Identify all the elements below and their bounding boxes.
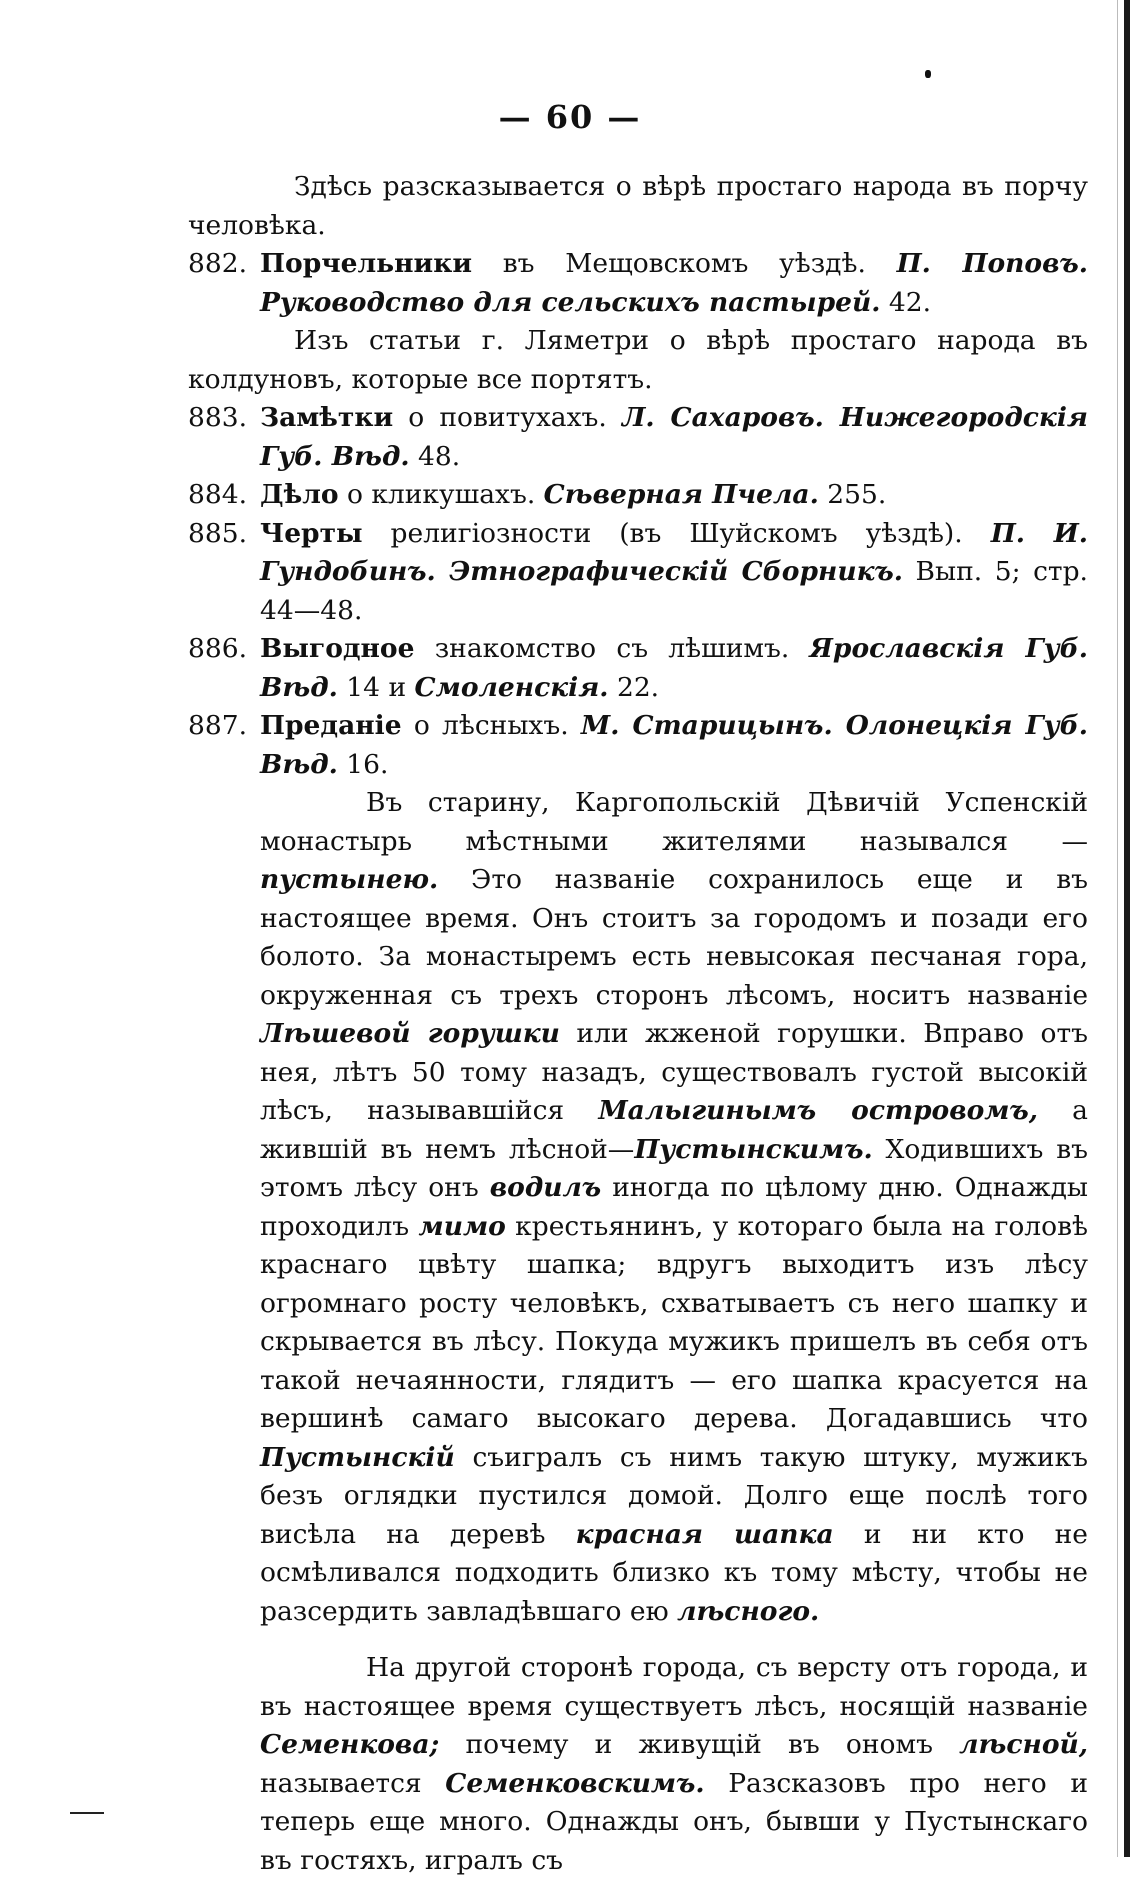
italic-text: лѣсного. xyxy=(677,1595,820,1627)
text-segment: 16. xyxy=(337,748,389,780)
text-segment: съигралъ съ нимъ такую штуку, мужикъ безъ оглядки пустился домой. Долго еще послѣ того висѣла на деревѣ xyxy=(260,1441,1088,1550)
text-segment: религіозности (въ Шуйскомъ уѣздѣ). xyxy=(362,517,991,549)
entry-title: Порчельники xyxy=(260,248,472,279)
page-edge-shadow xyxy=(1117,0,1118,1857)
entry-title: Преданіе xyxy=(260,710,402,741)
text-segment: въ Мещовскомъ уѣздѣ. xyxy=(472,248,897,279)
story-paragraph xyxy=(260,784,1088,1631)
entry-number: 883. xyxy=(188,402,248,433)
entry-number: 885. xyxy=(188,517,248,549)
intro-paragraph: Здѣсь разсказывается о вѣрѣ простаго народа въ порчу человѣка. xyxy=(188,171,1088,241)
text-segment: и ни кто не осмѣливался подходить близко къ тому мѣсту, чтобы не разсердить завладѣвшаго ею xyxy=(260,1518,1088,1627)
text-segment: Вып. 5; стр. 44—48. xyxy=(260,556,1088,626)
italic-text: Ярославскія Губ. Вѣд. xyxy=(260,633,1088,703)
entry-title: Выгодное xyxy=(260,633,415,664)
text-segment: Разсказовъ про него и теперь еще много. Однажды онъ, бывши у Пустынскаго въ гостяхъ, игралъ съ xyxy=(260,1767,1088,1876)
italic-text: пустынею. xyxy=(260,864,439,895)
bibliography-entry xyxy=(188,515,1088,631)
italic-text: П. И. Гундобинъ. Этнографическій Сборникъ. xyxy=(260,517,1088,587)
italic-text: водилъ xyxy=(489,1172,602,1203)
italic-text: Пустынскій xyxy=(260,1441,455,1473)
text-segment: 48. xyxy=(409,440,461,472)
entry-number: 884. xyxy=(188,479,248,510)
italic-text: Малыгинымъ островомъ, xyxy=(598,1095,1038,1126)
story-paragraph xyxy=(260,1649,1088,1880)
bibliography-entry xyxy=(188,476,1088,515)
italic-text: Пустынскимъ. xyxy=(634,1133,873,1165)
italic-text: Смоленскія. xyxy=(414,671,609,703)
italic-text: М. Старицынъ. Олонецкія Губ. Вѣд. xyxy=(260,710,1088,780)
text-segment: знакомство съ лѣшимъ. xyxy=(414,633,810,664)
entry-title: Замѣтки xyxy=(260,402,394,433)
entry-title: Дѣло xyxy=(260,479,339,510)
text-segment: 255. xyxy=(818,479,887,510)
page-number: — 60 — xyxy=(498,98,642,136)
bibliography-entry xyxy=(188,399,1088,476)
text-segment: или жженой горушки. Вправо отъ нея, лѣтъ 50 тому назадъ, существовалъ густой высокій лѣсъ, называвшійся xyxy=(260,1018,1088,1126)
entry-number: 887. xyxy=(188,710,248,741)
bibliography-entry xyxy=(188,707,1088,784)
text-segment: почему и живущій въ ономъ xyxy=(439,1729,960,1760)
text-segment: Ходившихъ въ этомъ лѣсу онъ xyxy=(260,1133,1088,1203)
story-text xyxy=(188,784,1088,1880)
entry-number: 886. xyxy=(188,633,248,664)
entry-number: 882. xyxy=(188,248,248,279)
margin-mark xyxy=(70,1812,104,1814)
bibliography-entry xyxy=(188,245,1088,322)
page-edge xyxy=(1124,0,1130,1857)
text-segment: крестьянинъ, у котораго была на головѣ краснаго цвѣту шапка; вдругъ выходитъ изъ лѣсу огромнаго росту человѣкъ, схватываетъ съ него шапку и скрывается въ лѣсу. Покуда мужикъ пришелъ въ себя отъ такой нечаянности, глядитъ — его шапка красуется на вершинѣ самаго высокаго дерева. Догадавшись что xyxy=(260,1210,1088,1434)
text-segment: 42. xyxy=(880,286,932,318)
text-segment: Въ старину, Каргопольскій Дѣвичій Успенскій монастырь мѣстными жителями назывался — xyxy=(260,787,1088,857)
text-segment: 14 и xyxy=(337,671,415,703)
text-segment: о лѣсныхъ. xyxy=(401,710,581,741)
text-segment: На другой сторонѣ города, съ версту отъ города, и въ настоящее время существуетъ лѣсъ, носящій названіе xyxy=(260,1652,1088,1722)
italic-text: Сѣверная Пчела. xyxy=(543,479,819,510)
italic-text: Семенковскимъ. xyxy=(445,1767,705,1799)
entry-title: Черты xyxy=(260,517,363,549)
text-segment: называется xyxy=(260,1767,446,1799)
text-segment: Это названіе сохранилось еще и въ настоящее время. Онъ стоитъ за городомъ и позади его болото. За монастыремъ есть невысокая песчаная гора, окруженная съ трехъ сторонъ лѣсомъ, носитъ названіе xyxy=(260,864,1088,1011)
italic-text: П. Поповъ. Руководство для сельскихъ пастырей. xyxy=(260,248,1088,318)
text-segment: о кликушахъ. xyxy=(338,479,544,510)
italic-text: Семенкова; xyxy=(260,1729,440,1760)
italic-text: красная шапка xyxy=(575,1518,834,1550)
bibliography-entries xyxy=(188,245,1088,784)
italic-text: лѣсной, xyxy=(959,1729,1088,1760)
page-body xyxy=(188,168,1088,1880)
italic-text: Л. Сахаровъ. Нижегородскія Губ. Вѣд. xyxy=(260,402,1088,472)
text-segment: 22. xyxy=(608,671,660,703)
italic-text: Лѣшевой горушки xyxy=(260,1018,560,1049)
italic-text: мимо xyxy=(418,1210,506,1242)
ink-spot xyxy=(925,70,931,78)
text-segment: иногда по цѣлому дню. Однажды проходилъ xyxy=(260,1172,1088,1242)
entry-note: Изъ статьи г. Ляметри о вѣрѣ простаго народа въ колдуновъ, которые все портятъ. xyxy=(188,325,1088,395)
text-segment: а жившій въ немъ лѣсной— xyxy=(260,1095,1088,1165)
text-segment: о повитухахъ. xyxy=(393,402,622,433)
bibliography-entry xyxy=(188,630,1088,707)
